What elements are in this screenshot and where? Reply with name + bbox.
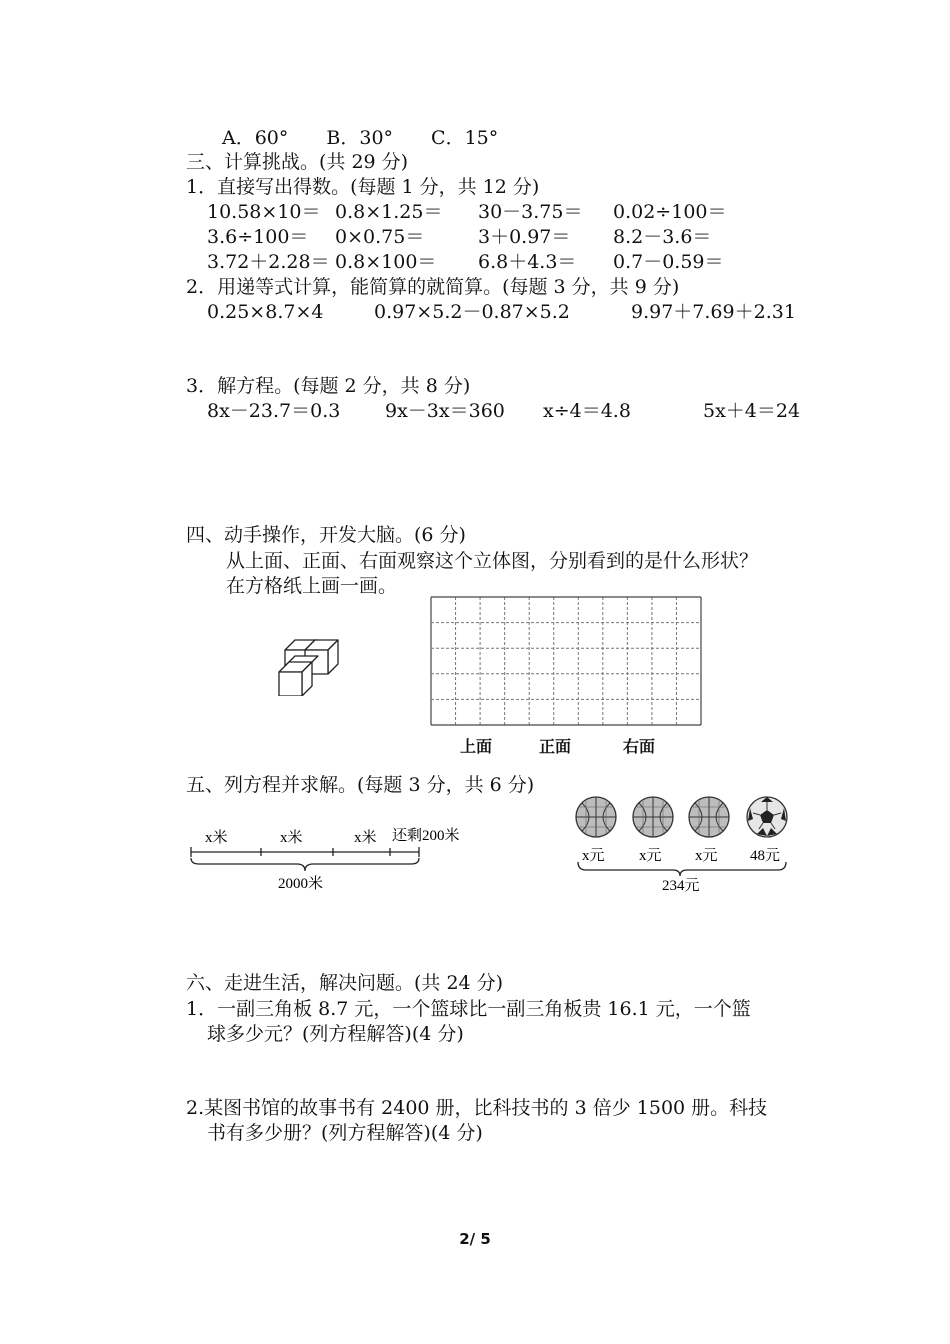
section-6-title: 六、走进生活，解决问题。(共 24 分) [186, 972, 504, 994]
q1-item: 0.8×1.25＝ [335, 201, 443, 223]
q3-item: x÷4＝4.8 [543, 400, 631, 422]
q3-item: 5x＋4＝24 [703, 400, 801, 422]
balls-total-label: 234元 [662, 878, 700, 894]
balls-diagram [570, 792, 800, 900]
q1-item: 0.02÷100＝ [613, 201, 727, 223]
q1-item: 3＋0.97＝ [478, 226, 571, 248]
q3-items [207, 399, 800, 423]
q2-item: 0.97×5.2－0.87×5.2 [374, 301, 570, 323]
basketball-icon [689, 797, 729, 837]
q1-item: 0.7－0.59＝ [613, 251, 724, 273]
section-3-title: 三、计算挑战。(共 29 分) [186, 151, 409, 173]
q2-item: 9.97＋7.69＋2.31 [631, 301, 796, 323]
section-4-desc-1: 从上面、正面、右面观察这个立体图，分别看到的是什么形状？ [226, 550, 759, 572]
soccer-ball-icon [747, 797, 787, 837]
segment-label: x米 [280, 830, 303, 846]
q2-title: 2．用递等式计算，能简算的就简算。(每题 3 分，共 9 分) [186, 276, 680, 298]
q2-items [207, 300, 796, 324]
q1-item: 0.8×100＝ [335, 251, 437, 273]
q2-item: 0.25×8.7×4 [207, 301, 324, 323]
q1-row-3 [207, 250, 724, 274]
s6-q1-line-1: 1．一副三角板 8.7 元，一个篮球比一副三角板贵 16.1 元，一个篮 [186, 998, 751, 1020]
price-label: x元 [695, 848, 718, 864]
segment-label: x米 [205, 830, 228, 846]
q3-title: 3．解方程。(每题 2 分，共 8 分) [186, 375, 471, 397]
q1-row-1 [207, 200, 727, 224]
choices-line: A．60° B．30° C．15° [222, 127, 499, 149]
q1-item: 30－3.75＝ [478, 201, 583, 223]
segment-diagram [185, 822, 485, 897]
view-label-top: 上面 [460, 737, 493, 756]
q1-item: 3.72＋2.28＝ [207, 251, 330, 273]
price-label: 48元 [750, 848, 781, 864]
q1-item: 6.8＋4.3＝ [478, 251, 577, 273]
section-4-title: 四、动手操作，开发大脑。(6 分) [186, 524, 466, 546]
cube-figure [275, 618, 345, 696]
basketball-icon [576, 797, 616, 837]
segment-label: x米 [354, 830, 377, 846]
total-label: 2000米 [278, 876, 324, 892]
section-4-desc-2: 在方格纸上画一画。 [226, 575, 398, 597]
view-label-right: 右面 [623, 737, 656, 756]
q1-item: 0×0.75＝ [335, 226, 425, 248]
remain-label: 还剩200米 [392, 828, 460, 844]
s6-q1-line-2: 球多少元？(列方程解答)(4 分) [207, 1023, 464, 1045]
q1-title: 1．直接写出得数。(每题 1 分，共 12 分) [186, 176, 540, 198]
price-label: x元 [582, 848, 605, 864]
q1-item: 10.58×10＝ [207, 201, 321, 223]
grid-paper [429, 595, 704, 726]
q1-item: 3.6÷100＝ [207, 226, 309, 248]
s6-q2-line-2: 书有多少册？(列方程解答)(4 分) [207, 1122, 483, 1144]
price-label: x元 [639, 848, 662, 864]
q3-item: 8x－23.7＝0.3 [207, 400, 341, 422]
section-5-title: 五、列方程并求解。(每题 3 分，共 6 分) [186, 774, 535, 796]
basketball-icon [633, 797, 673, 837]
q3-item: 9x－3x＝360 [385, 400, 505, 422]
q1-row-2 [207, 225, 711, 249]
s6-q2-line-1: 2.某图书馆的故事书有 2400 册，比科技书的 3 倍少 1500 册。科技 [186, 1097, 768, 1119]
q1-item: 8.2－3.6＝ [613, 226, 712, 248]
view-label-front: 正面 [539, 737, 572, 756]
page-number: 2/ 5 [459, 1230, 491, 1248]
